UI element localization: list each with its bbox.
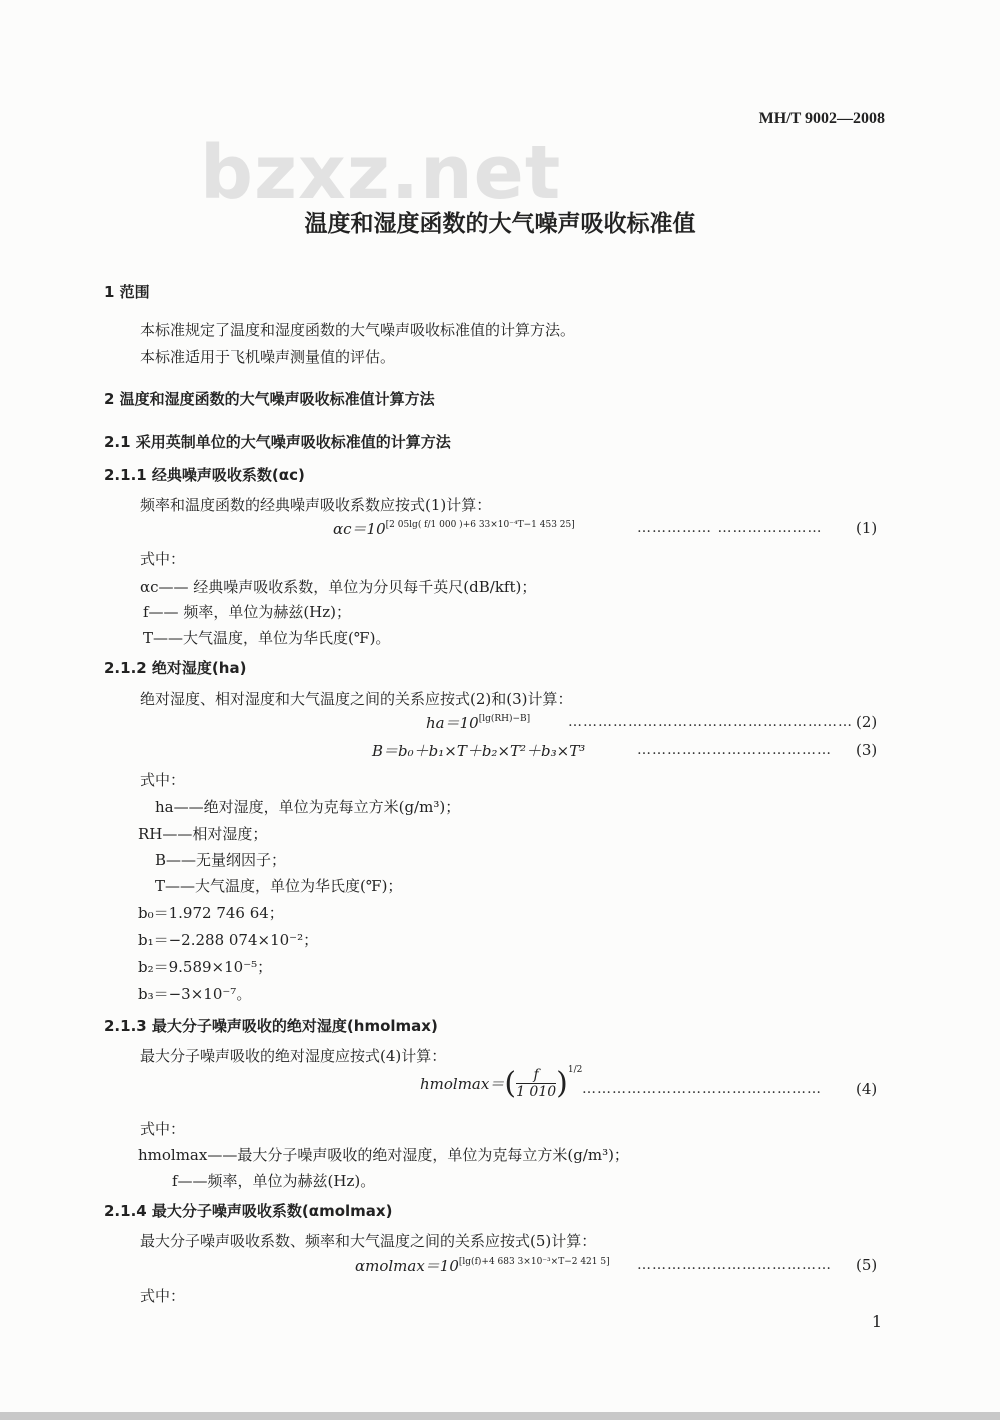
section-2-1-4-heading: 2.1.4 最大分子噪声吸收系数(αmolmax) <box>104 1202 393 1220</box>
definition-T: T——大气温度，单位为华氏度(℉)； <box>155 877 403 895</box>
leader-dots: ………………………………… <box>637 742 832 758</box>
equation-4-denominator: 1 010 <box>516 1084 557 1100</box>
where-label: 式中： <box>140 550 186 568</box>
equation-4-number: (4) <box>856 1080 878 1098</box>
equation-5 <box>355 1255 610 1276</box>
section-2-1-heading: 2.1 采用英制单位的大气噪声吸收标准值的计算方法 <box>104 433 451 451</box>
equation-1-exponent: [2 05lg( f/1 000 )+6 33×10⁻⁴T−1 453 25] <box>385 520 575 530</box>
equation-1 <box>333 518 575 539</box>
definition-alpha-c: αc—— 经典噪声吸收系数，单位为分贝每千英尺(dB/kft)； <box>140 578 537 596</box>
watermark: bzxz.net <box>200 130 562 216</box>
definition-T: T——大气温度，单位为华氏度(℉)。 <box>143 629 391 647</box>
where-label: 式中： <box>140 771 186 789</box>
section-2-1-1-heading: 2.1.1 经典噪声吸收系数(αc) <box>104 466 305 484</box>
equation-3: B＝b₀＋b₁×T＋b₂×T²＋b₃×T³ <box>372 742 586 760</box>
constant-b2: b₂＝9.589×10⁻⁵； <box>138 958 273 976</box>
section-1-heading: 1 范围 <box>104 283 150 301</box>
section-2-1-3-heading: 2.1.3 最大分子噪声吸收的绝对湿度(hmolmax) <box>104 1017 438 1035</box>
definition-f: f——频率，单位为赫兹(Hz)。 <box>172 1172 376 1190</box>
leader-dots: ………………………………… <box>637 1257 832 1273</box>
section-2-1-4-intro: 最大分子噪声吸收系数、频率和大气温度之间的关系应按式(5)计算： <box>140 1232 597 1250</box>
section-2-heading: 2 温度和湿度函数的大气噪声吸收标准值计算方法 <box>104 390 435 408</box>
equation-4-numerator: f <box>516 1067 556 1084</box>
definition-B: B——无量纲因子； <box>155 851 287 869</box>
equation-1-lhs: αc＝10 <box>333 520 386 538</box>
equation-5-exponent: [lg(f)+4 683 3×10⁻³×T−2 421 5] <box>458 1257 610 1267</box>
equation-4-fraction <box>516 1067 556 1100</box>
where-label: 式中： <box>140 1287 186 1305</box>
equation-4-lhs: hmolmax＝ <box>420 1075 505 1093</box>
page-bottom-edge <box>0 1412 1000 1420</box>
standard-number: MH/T 9002—2008 <box>758 110 885 127</box>
page-title: 温度和湿度函数的大气噪声吸收标准值 <box>304 211 696 237</box>
section-2-1-2-intro: 绝对湿度、相对湿度和大气温度之间的关系应按式(2)和(3)计算： <box>140 690 573 708</box>
leader-dots: ………………………………………………… <box>568 714 853 730</box>
leader-dots: …………… ………………… <box>637 520 823 536</box>
definition-f: f—— 频率，单位为赫兹(Hz)； <box>143 603 352 621</box>
equation-1-number: (1) <box>856 519 878 537</box>
equation-2-exponent: [lg(RH)−B] <box>478 714 531 724</box>
equation-4: hmolmax＝( $\frac{f}{1 010}$ )$^{1/2}$ <box>420 1064 583 1101</box>
section-1-paragraph-2: 本标准适用于飞机噪声测量值的评估。 <box>140 348 396 366</box>
definition-hmolmax: hmolmax——最大分子噪声吸收的绝对湿度，单位为克每立方米(g/m³)； <box>138 1146 629 1164</box>
equation-4-power: 1/2 <box>567 1064 583 1075</box>
constant-b0: b₀＝1.972 746 64； <box>138 904 284 922</box>
leader-dots: ………………………………………… <box>582 1081 822 1097</box>
where-label: 式中： <box>140 1120 186 1138</box>
section-2-1-1-intro: 频率和温度函数的经典噪声吸收系数应按式(1)计算： <box>140 496 492 514</box>
constant-b1: b₁＝−2.288 074×10⁻²； <box>138 931 319 949</box>
equation-5-number: (5) <box>856 1256 878 1274</box>
section-1-paragraph-1: 本标准规定了温度和湿度函数的大气噪声吸收标准值的计算方法。 <box>140 321 576 339</box>
section-2-1-2-heading: 2.1.2 绝对湿度(ha) <box>104 659 247 677</box>
equation-5-lhs: αmolmax＝10 <box>355 1257 459 1275</box>
equation-2 <box>426 712 530 733</box>
equation-2-lhs: ha＝10 <box>426 714 479 732</box>
equation-2-number: (2) <box>856 713 878 731</box>
constant-b3: b₃＝−3×10⁻⁷。 <box>138 985 252 1003</box>
section-2-1-3-intro: 最大分子噪声吸收的绝对湿度应按式(4)计算： <box>140 1047 447 1065</box>
definition-ha: ha——绝对湿度，单位为克每立方米(g/m³)； <box>155 798 461 816</box>
page-number: 1 <box>871 1312 882 1331</box>
definition-RH: RH——相对湿度； <box>138 825 268 843</box>
equation-3-number: (3) <box>856 741 878 759</box>
